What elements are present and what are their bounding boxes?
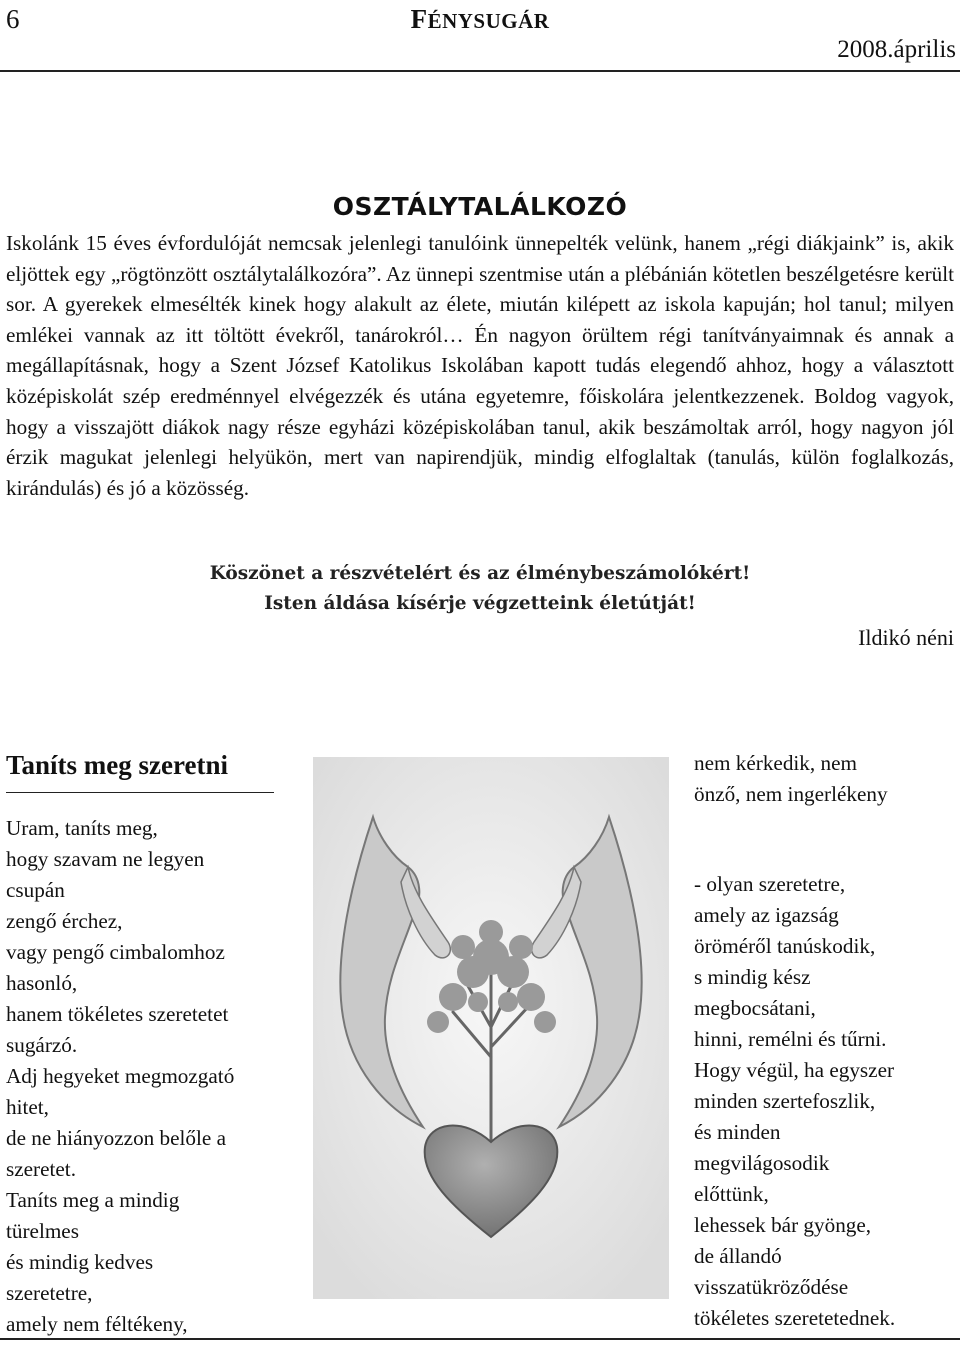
poem-line: amely nem féltékeny, <box>6 1312 188 1336</box>
magazine-title <box>0 4 960 35</box>
thanks-line-2: Isten áldása kísérje végzetteink életútját! <box>264 593 696 614</box>
poem-line: csupán <box>6 878 65 902</box>
poem-line: nem kérkedik, nem <box>694 751 857 775</box>
poem-line: sugárzó. <box>6 1033 78 1057</box>
magazine-title-rest: ÉNYSUGÁR <box>427 9 550 33</box>
poem-line: zengő érchez, <box>6 909 123 933</box>
poem-line: lehessek bár gyönge, <box>694 1213 872 1237</box>
article-title: OSZTÁLYTALÁLKOZÓ <box>332 192 628 221</box>
poem-line: de állandó <box>694 1244 782 1268</box>
poem-line: előttünk, <box>694 1182 769 1206</box>
header-divider <box>0 70 960 72</box>
poem-line: öröméről tanúskodik, <box>694 934 876 958</box>
poem-right-column-top <box>694 748 888 810</box>
poem-line: de ne hiányozzon belőle a <box>6 1126 227 1150</box>
poem-line: Hogy végül, ha egyszer <box>694 1058 895 1082</box>
poem-line: - olyan szeretetre, <box>694 872 846 896</box>
poem-line: Taníts meg a mindig <box>6 1188 180 1212</box>
poem-line: visszatükröződése <box>694 1275 849 1299</box>
poem-title: Taníts meg szeretni <box>6 750 228 780</box>
article-body <box>6 228 954 503</box>
poem-line: szeretet. <box>6 1157 76 1181</box>
poem-line: tökéletes szeretetednek. <box>694 1306 896 1330</box>
poem-title-underline <box>6 792 274 793</box>
page-number: 6 <box>6 4 20 34</box>
poem-line: Uram, taníts meg, <box>6 816 158 840</box>
poem-line: önző, nem ingerlékeny <box>694 782 888 806</box>
issue-date: 2008.április <box>837 36 956 63</box>
poem-left-column <box>6 813 234 1340</box>
hands-tree-heart-illustration <box>313 757 669 1299</box>
poem-right-column-bottom <box>694 869 895 1334</box>
poem-line: hinni, remélni és tűrni. <box>694 1027 887 1051</box>
poem-line: és minden <box>694 1120 781 1144</box>
poem-line: hanem tökéletes szeretetet <box>6 1002 229 1026</box>
poem-line: hogy szavam ne legyen <box>6 847 205 871</box>
poem-line: hasonló, <box>6 971 78 995</box>
poem-line: Adj hegyeket megmozgató <box>6 1064 235 1088</box>
poem-line: s mindig kész <box>694 965 811 989</box>
thanks-line-1: Köszönet a részvételért és az élménybeszámolókért! <box>209 563 751 584</box>
poem-line: szeretetre, <box>6 1281 93 1305</box>
poem-line: minden szertefoszlik, <box>694 1089 876 1113</box>
poem-line: és mindig kedves <box>6 1250 154 1274</box>
footer-divider <box>0 1338 960 1340</box>
poem-line: hitet, <box>6 1095 49 1119</box>
magazine-title-initial: F <box>410 4 428 34</box>
poem-line: megvilágosodik <box>694 1151 830 1175</box>
poem-line: vagy pengő cimbalomhoz <box>6 940 225 964</box>
poem-line: megbocsátani, <box>694 996 816 1020</box>
poem-line: amely az igazság <box>694 903 839 927</box>
article-signature: Ildikó néni <box>858 625 954 650</box>
article-paragraph: Iskolánk 15 éves évfordulóját nemcsak jelenlegi tanulóink ünnepelték velünk, hanem „régi diákjaink” is, akik eljöttek egy „rögtönzött osztálytalálkozóra”. Az ünnepi szentmise után a plébánián kötetlen beszélgetésre került sor. A gyerekek elmesélték kinek hogy alakult az élete, miután kilépett az iskola kapuján; hol tanul; milyen emlékei vannak az itt töltött évekről, tanárokról… Én nagyon örültem régi tanítványaimnak és annak a megállapításnak, hogy a Szent József Katolikus Iskolában kapott tudás elegendő ahhoz, hogy a választott középiskolát szép eredménnyel elvégezzék és utána egyetemre, főiskolára jelentkezzenek. Boldog vagyok, hogy a visszajött diákok nagy része egyházi középiskolában tanul, akik beszámoltak arról, hogy nagyon jól érzik magukat jelenlegi helyükön, mert van napirendjük, mindig elfoglaltak (tanulás, külön foglalkozás, kirándulás) és jó a közösség. <box>6 231 954 500</box>
poem-line: türelmes <box>6 1219 79 1243</box>
